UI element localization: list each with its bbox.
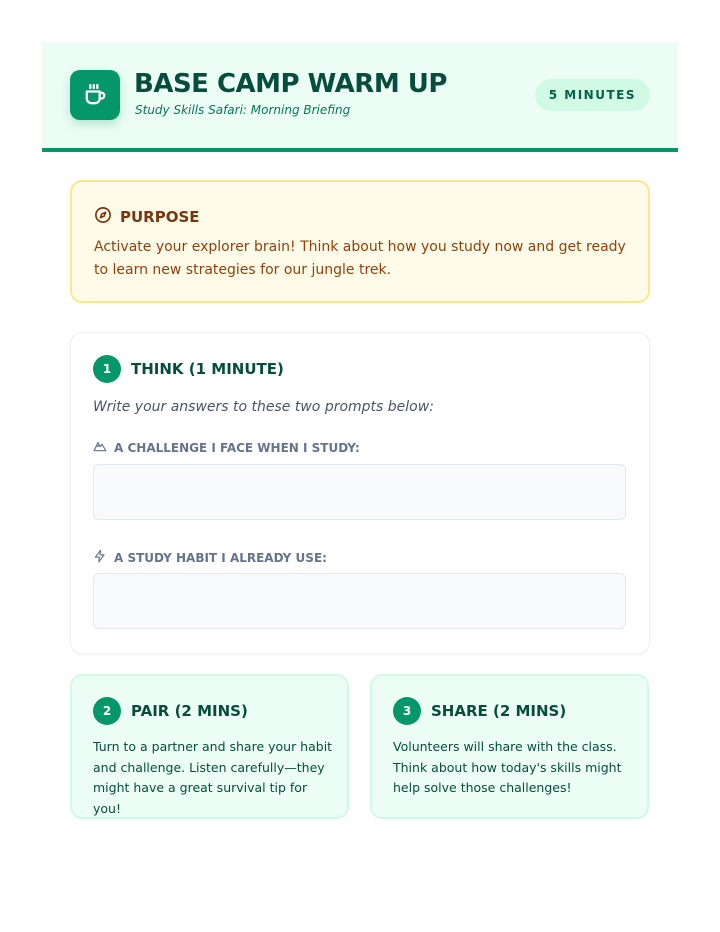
purpose-heading (94, 206, 200, 228)
purpose-title: PURPOSE (120, 208, 200, 226)
think-instruction: Write your answers to these two prompts below: (93, 399, 434, 415)
challenge-answer-field[interactable] (93, 464, 626, 520)
compass-icon (94, 206, 112, 228)
mountain-icon (93, 439, 107, 456)
think-title: THINK (1 MINUTE) (131, 360, 284, 378)
coffee-cup-icon (70, 70, 120, 120)
purpose-text: Activate your explorer brain! Think about how you study now and get ready to learn new strategies for our jungle trek. (94, 239, 626, 278)
step-number-badge: 3 (393, 697, 421, 725)
share-title: SHARE (2 MINS) (431, 702, 567, 720)
duration-badge: 5 MINUTES (535, 79, 650, 111)
pair-card (70, 674, 349, 819)
lightning-icon (93, 549, 107, 566)
share-text: Volunteers will share with the class. Think about how today's skills might help solve those challenges! (393, 739, 622, 795)
pair-heading (93, 697, 248, 725)
pair-text: Turn to a partner and share your habit and challenge. Listen carefully—they might have a great survival tip for you! (93, 739, 333, 816)
purpose-card (70, 180, 650, 303)
pair-title: PAIR (2 MINS) (131, 702, 248, 720)
step-number-badge: 2 (93, 697, 121, 725)
habit-label-text: A STUDY HABIT I ALREADY USE: (114, 550, 327, 565)
page-subtitle: Study Skills Safari: Morning Briefing (135, 103, 351, 117)
think-card (70, 332, 650, 654)
share-heading (393, 697, 566, 725)
think-heading (93, 355, 284, 383)
challenge-field-label (93, 439, 360, 456)
habit-answer-field[interactable] (93, 573, 626, 629)
page-title: BASE CAMP WARM UP (134, 69, 447, 99)
page-header (42, 42, 678, 152)
share-card (370, 674, 649, 819)
challenge-label-text: A CHALLENGE I FACE WHEN I STUDY: (114, 440, 360, 455)
habit-field-label (93, 549, 327, 566)
step-number-badge: 1 (93, 355, 121, 383)
